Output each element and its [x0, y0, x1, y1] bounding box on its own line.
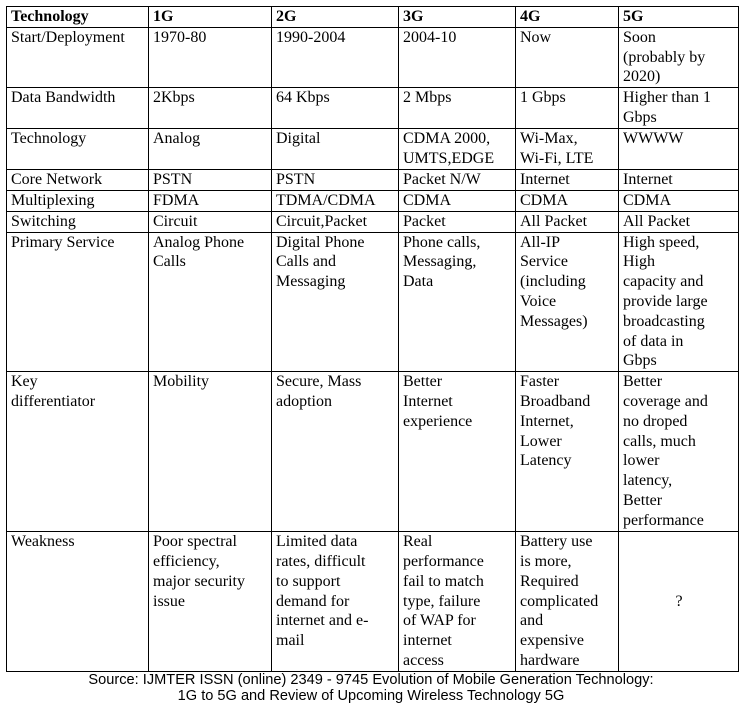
table-cell: Soon (probably by 2020): [619, 27, 739, 87]
header-2g: 2G: [272, 7, 399, 28]
table-cell: High speed, High capacity and provide large broadcasting of data in Gbps: [619, 232, 739, 372]
table-cell: 1970-80: [149, 27, 272, 87]
table-cell: Packet: [399, 211, 516, 232]
table-cell: Now: [516, 27, 619, 87]
table-cell: 2 Mbps: [399, 88, 516, 129]
table-cell: All-IP Service (including Voice Messages): [516, 232, 619, 372]
table-cell: Better Internet experience: [399, 372, 516, 532]
comparison-table-container: [6, 6, 738, 672]
table-cell: PSTN: [272, 170, 399, 191]
table-cell: TDMA/CDMA: [272, 190, 399, 211]
table-cell: CDMA 2000, UMTS,EDGE: [399, 129, 516, 170]
row-label: Data Bandwidth: [7, 88, 149, 129]
table-cell: Circuit: [149, 211, 272, 232]
table-row: [7, 170, 739, 191]
table-row: [7, 532, 739, 672]
row-label: Technology: [7, 129, 149, 170]
table-cell: 1990-2004: [272, 27, 399, 87]
table-cell: Analog Phone Calls: [149, 232, 272, 372]
table-cell: Better coverage and no droped calls, much lower latency, Better performance: [619, 372, 739, 532]
table-cell: CDMA: [619, 190, 739, 211]
table-cell: Wi-Max, Wi-Fi, LTE: [516, 129, 619, 170]
table-cell: Internet: [619, 170, 739, 191]
table-cell: Digital Phone Calls and Messaging: [272, 232, 399, 372]
table-cell: Battery use is more, Required complicated and expensive hardware: [516, 532, 619, 672]
table-cell: WWWW: [619, 129, 739, 170]
table-cell: Circuit,Packet: [272, 211, 399, 232]
header-3g: 3G: [399, 7, 516, 28]
row-label: Key differentiator: [7, 372, 149, 532]
table-cell: PSTN: [149, 170, 272, 191]
table-cell: Mobility: [149, 372, 272, 532]
table-cell: Higher than 1 Gbps: [619, 88, 739, 129]
source-caption: Source: IJMTER ISSN (online) 2349 - 9745 Evolution of Mobile Generation Technology: 1G to 5G and Review of Upcoming Wireless Technology 5G: [88, 672, 654, 704]
row-label: Start/Deployment: [7, 27, 149, 87]
table-cell: 1 Gbps: [516, 88, 619, 129]
table-row: [7, 88, 739, 129]
table-cell: All Packet: [516, 211, 619, 232]
table-cell: FDMA: [149, 190, 272, 211]
mobile-generation-comparison-table: [6, 6, 739, 672]
row-label: Multiplexing: [7, 190, 149, 211]
table-row: [7, 129, 739, 170]
row-label: Primary Service: [7, 232, 149, 372]
table-cell-unknown: ?: [619, 532, 739, 672]
table-cell: Digital: [272, 129, 399, 170]
table-row: [7, 232, 739, 372]
table-cell: CDMA: [516, 190, 619, 211]
table-cell: Internet: [516, 170, 619, 191]
table-cell: Secure, Mass adoption: [272, 372, 399, 532]
table-row: [7, 211, 739, 232]
header-1g: 1G: [149, 7, 272, 28]
table-cell: 2004-10: [399, 27, 516, 87]
header-5g: 5G: [619, 7, 739, 28]
table-cell: Phone calls, Messaging, Data: [399, 232, 516, 372]
header-row: [7, 7, 739, 28]
table-cell: All Packet: [619, 211, 739, 232]
table-cell: 2Kbps: [149, 88, 272, 129]
table-row: [7, 372, 739, 532]
table-cell: Analog: [149, 129, 272, 170]
table-cell: Limited data rates, difficult to support demand for internet and e- mail: [272, 532, 399, 672]
table-cell: Faster Broadband Internet, Lower Latency: [516, 372, 619, 532]
row-label: Switching: [7, 211, 149, 232]
header-4g: 4G: [516, 7, 619, 28]
table-row: [7, 190, 739, 211]
table-cell: Packet N/W: [399, 170, 516, 191]
table-row: [7, 27, 739, 87]
table-cell: CDMA: [399, 190, 516, 211]
table-cell: Real performance fail to match type, failure of WAP for internet access: [399, 532, 516, 672]
table-cell: Poor spectral efficiency, major security issue: [149, 532, 272, 672]
header-technology: Technology: [7, 7, 149, 28]
table-cell: 64 Kbps: [272, 88, 399, 129]
row-label: Core Network: [7, 170, 149, 191]
row-label: Weakness: [7, 532, 149, 672]
